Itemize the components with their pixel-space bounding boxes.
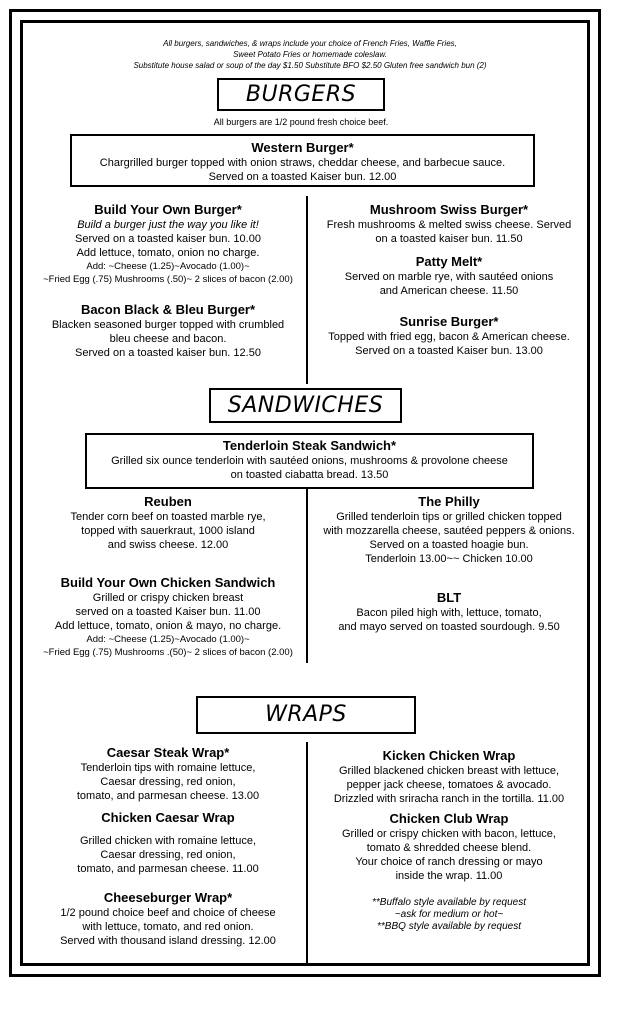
item-blt: BLT Bacon piled high with, lettuce, tomato, and mayo served on toasted sourdough. 9.50	[338, 590, 560, 633]
wraps-style-notes: **Buffalo style available by request ~ask for medium or hot~ **BBQ style available by request	[372, 897, 526, 932]
item-caesar-steak-wrap: Caesar Steak Wrap* Tenderloin tips with romaine lettuce, Caesar dressing, red onion, tomato, and parmesan cheese. 13.00	[76, 745, 260, 802]
item-mushroom-swiss-burger: Mushroom Swiss Burger* Fresh mushrooms & melted swiss cheese. Served on a toasted kaiser bun. 11.50	[326, 202, 572, 245]
item-build-your-own-chicken-sandwich: Build Your Own Chicken Sandwich Grilled or crispy chicken breast served on a toasted Kaiser bun. 11.00 Add lettuce, tomato, onion & mayo, no charge. Add: ~Cheese (1.25)~Avocado (1.00)~ ~Fried Egg (.75) Mushrooms .(50)~ 2 slices of bacon (2.00)	[43, 575, 293, 658]
item-kicken-chicken-wrap: Kicken Chicken Wrap Grilled blackened chicken breast with lettuce, pepper jack cheese, tomatoes & avocado. Drizzled with sriracha ranch in the tortilla. 11.00	[333, 748, 565, 805]
wraps-title: WRAPS	[196, 696, 416, 734]
burgers-note: All burgers are 1/2 pound fresh choice beef.	[213, 117, 389, 127]
sandwiches-title: SANDWICHES	[209, 388, 402, 423]
burgers-title: BURGERS	[217, 78, 385, 111]
item-sunrise-burger: Sunrise Burger* Topped with fried egg, bacon & American cheese. Served on a toasted Kaiser bun. 13.00	[328, 314, 570, 357]
item-patty-melt: Patty Melt* Served on marble rye, with sautéed onions and American cheese. 11.50	[344, 254, 554, 297]
item-chicken-club-wrap: Chicken Club Wrap Grilled or crispy chicken with bacon, lettuce, tomato & shredded cheese blend. Your choice of ranch dressing or mayo inside the wrap. 11.00	[342, 811, 556, 882]
menu-intro: All burgers, sandwiches, & wraps include your choice of French Fries, Waffle Fries, Sweet Potato Fries or homemade coleslaw. Substitute house salad or soup of the day $1.50 Substitute BFO $2.50 Gluten free sandwich bun (2)	[133, 39, 487, 70]
item-build-your-own-burger: Build Your Own Burger* Build a burger just the way you like it! Served on a toasted kaiser bun. 10.00 Add lettuce, tomato, onion no charge. Add: ~Cheese (1.25)~Avocado (1.00)~ ~Fried Egg (.75) Mushrooms (.50)~ 2 slices of bacon (2.00)	[43, 202, 293, 285]
item-chicken-caesar-wrap: Chicken Caesar Wrap Grilled chicken with romaine lettuce, Caesar dressing, red onion, tomato, and parmesan cheese. 11.00	[77, 810, 259, 875]
item-bacon-black-bleu-burger: Bacon Black & Bleu Burger* Blacken seasoned burger topped with crumbled bleu cheese and bacon. Served on a toasted kaiser bun. 12.50	[51, 302, 285, 359]
item-cheeseburger-wrap: Cheeseburger Wrap* 1/2 pound choice beef and choice of cheese with lettuce, tomato, and red onion. Served with thousand island dressing. 12.00	[60, 890, 276, 947]
featured-tenderloin-steak-sandwich: Tenderloin Steak Sandwich* Grilled six ounce tenderloin with sautéed onions, mushrooms & provolone cheese on toasted ciabatta bread. 13.50	[85, 433, 534, 489]
item-the-philly: The Philly Grilled tenderloin tips or grilled chicken topped with mozzarella cheese, sautéed peppers & onions. Served on a toasted hoagie bun. Tenderloin 13.00~~ Chicken 10.00	[323, 494, 575, 565]
featured-western-burger: Western Burger* Chargrilled burger topped with onion straws, cheddar cheese, and barbecue sauce. Served on a toasted Kaiser bun. 12.00	[70, 134, 535, 187]
item-reuben: Reuben Tender corn beef on toasted marble rye, topped with sauerkraut, 1000 island and swiss cheese. 12.00	[70, 494, 266, 551]
